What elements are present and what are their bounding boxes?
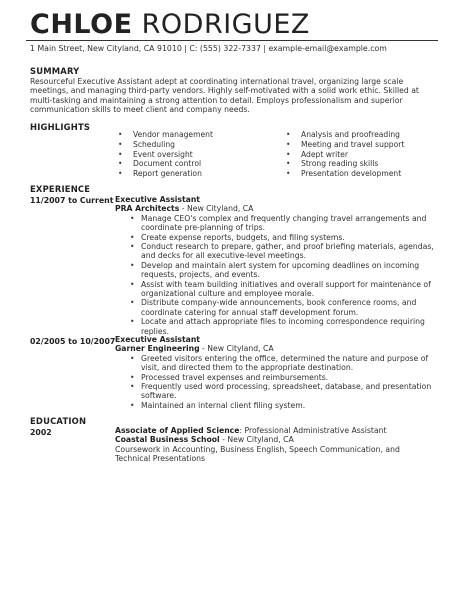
candidate-name [30, 8, 310, 42]
company-name: Garner Engineering [115, 344, 200, 354]
duty-item: • Processed travel expenses and reimbursements. [115, 373, 445, 382]
summary-heading: SUMMARY [30, 66, 80, 76]
highlight-item: • Scheduling [118, 140, 213, 150]
last-name: RODRIGUEZ [141, 9, 310, 40]
degree-line [115, 426, 445, 435]
first-name: CHLOE [30, 9, 133, 40]
highlight-item: • Meeting and travel support [286, 140, 404, 150]
company-location: - New Cityland, CA [199, 344, 274, 354]
education-entry [115, 426, 445, 464]
job-duties [115, 354, 445, 410]
education-year: 2002 [30, 428, 52, 437]
highlight-item: • Strong reading skills [286, 159, 404, 169]
duty-item: • Greeted visitors entering the office, determined the nature and purpose of visit, and directed them to the appropriate destination. [115, 354, 445, 373]
degree-field: : Professional Administrative Assistant [239, 426, 387, 435]
degree-name: Associate of Applied Science [115, 426, 240, 435]
highlight-item: • Report generation [118, 169, 213, 179]
duty-item: • Create expense reports, budgets, and filing systems. [115, 233, 445, 242]
education-heading: EDUCATION [30, 416, 87, 426]
job-dates: 02/2005 to 10/2007 [30, 337, 116, 346]
duty-item: • Manage CEO's complex and frequently changing travel arrangements and coordinate pre-planning of trips. [115, 214, 445, 233]
header-divider [26, 40, 438, 41]
coursework: Coursework in Accounting, Business English, Speech Communication, and Technical Presentations [115, 444, 400, 464]
duty-item: • Frequently used word processing, spreadsheet, database, and presentation software. [115, 382, 445, 401]
highlight-item: • Presentation development [286, 169, 404, 179]
highlight-item: • Adept writer [286, 150, 404, 160]
job-title: Executive Assistant [115, 195, 200, 204]
contact-line: 1 Main Street, New Cityland, CA 91010 | C: (555) 322-7337 | example-email@example.com [30, 44, 387, 53]
job-entry [115, 195, 445, 336]
highlight-item: • Analysis and proofreading [286, 130, 404, 140]
duty-item: • Maintained an internal client filing system. [115, 401, 445, 410]
duty-item: • Assist with team building initiatives and overall support for maintenance of organizational culture and employee morale. [115, 280, 445, 299]
school-name: Coastal Business School [115, 435, 220, 445]
highlight-item: • Vendor management [118, 130, 213, 140]
duty-item: • Distribute company-wide announcements, book conference rooms, and coordinate catering for annual staff development forum. [115, 298, 445, 317]
duty-item: • Locate and attach appropriate files to incoming correspondence requiring replies. [115, 317, 445, 336]
duty-item: • Develop and maintain alert system for upcoming deadlines on incoming requests, projects, and events. [115, 261, 445, 280]
duty-item: • Conduct research to prepare, gather, and proof briefing materials, agendas, and decks for all executive-level meetings. [115, 242, 445, 261]
job-entry [115, 335, 445, 410]
highlight-item: • Event oversight [118, 150, 213, 160]
experience-heading: EXPERIENCE [30, 184, 91, 194]
summary-text: Resourceful Executive Assistant adept at coordinating international travel, organizing large scale meetings, and managing third-party vendors. Highly self-motivated with a solid work ethic. Skilled at multi-tasking and maintaining a strong attention to detail. Employs professionalism and superior communication skills to meet client and company needs. [30, 77, 419, 115]
job-duties [115, 214, 445, 336]
highlights-heading: HIGHLIGHTS [30, 122, 91, 132]
job-company-line [115, 344, 445, 353]
school-line [115, 435, 445, 444]
school-location: - New Cityland, CA [219, 435, 294, 445]
job-company-line [115, 204, 445, 213]
job-title: Executive Assistant [115, 335, 200, 344]
company-name: PRA Architects [115, 204, 180, 214]
company-location: - New Cityland, CA [179, 204, 254, 214]
highlights-right-list [286, 130, 404, 179]
highlight-item: • Document control [118, 159, 213, 169]
job-dates: 11/2007 to Current [30, 196, 114, 205]
highlights-left-list [118, 130, 213, 179]
